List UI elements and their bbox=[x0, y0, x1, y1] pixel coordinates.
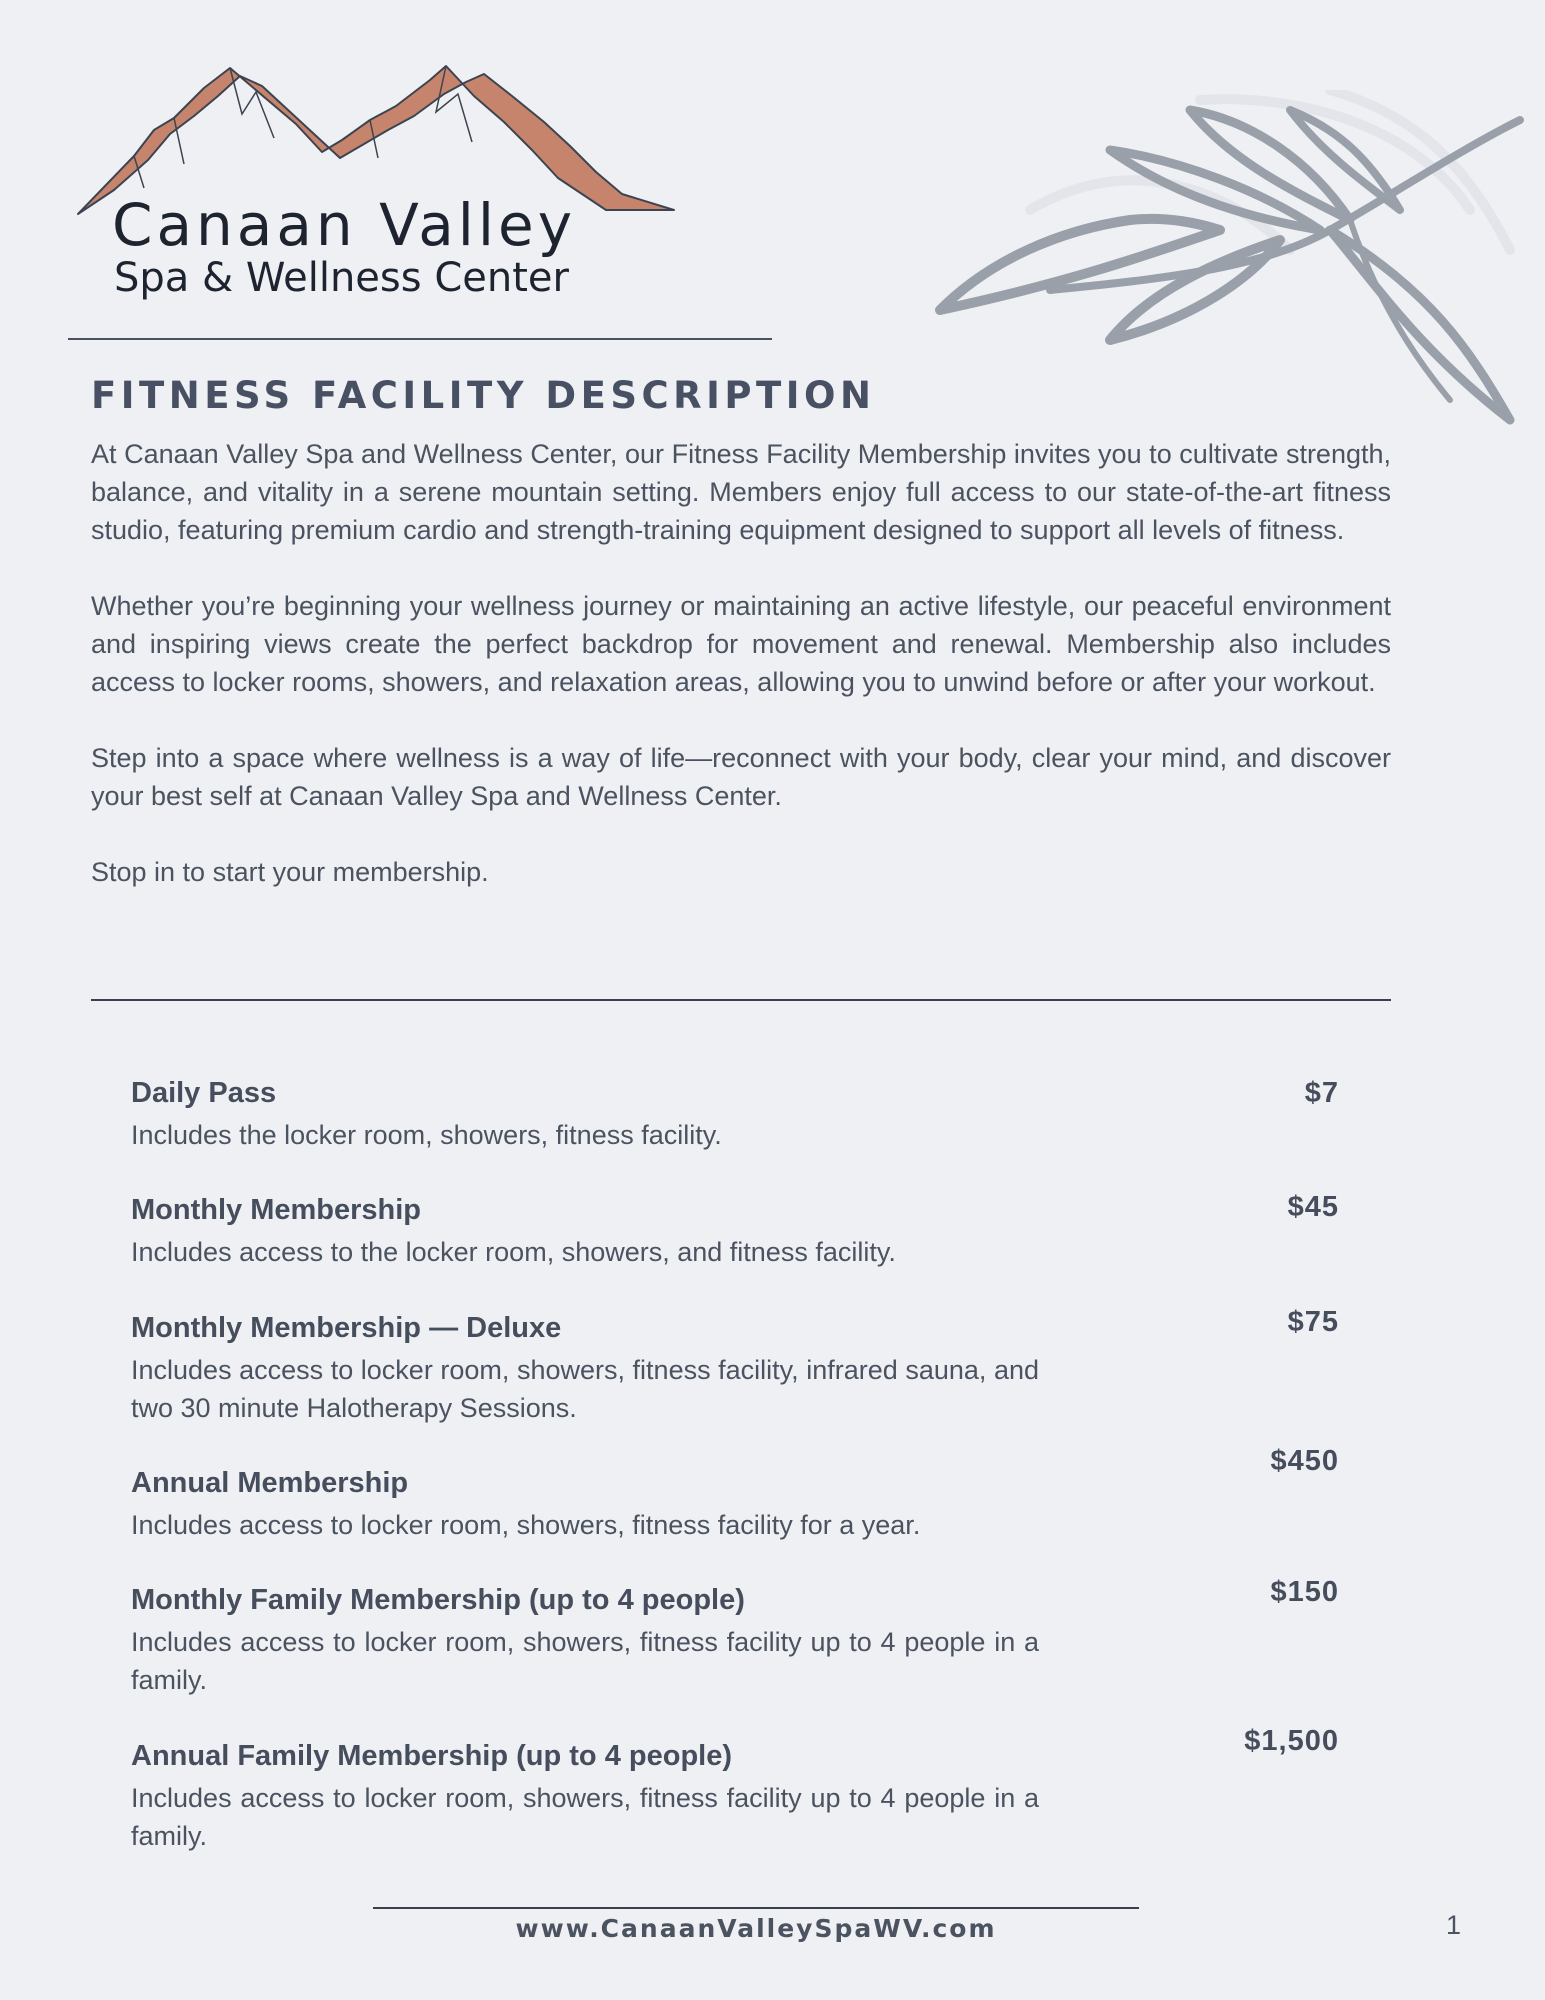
plan-monthly-family bbox=[131, 1576, 1339, 1699]
header-divider bbox=[68, 338, 772, 340]
intro-paragraph: Step into a space where wellness is a way of life—reconnect with your body, clear your mind, and discover your best self at Canaan Valley Spa and Wellness Center. bbox=[91, 743, 1391, 811]
intro-paragraph: Whether you’re beginning your wellness journey or maintaining an active lifestyle, our peaceful environment and inspiring views create the perfect backdrop for movement and renewal. Membership also includes access to locker rooms, showers, and relaxation areas, allowing you to unwind before or after your workout. bbox=[91, 591, 1391, 697]
plan-price: $45 bbox=[1287, 1191, 1339, 1223]
plan-price: $150 bbox=[1270, 1576, 1339, 1608]
website-link[interactable]: www.CanaanValleySpaWV.com bbox=[515, 1914, 997, 1943]
intro-paragraph: At Canaan Valley Spa and Wellness Center, our Fitness Facility Membership invites you to cultivate strength, balance, and vitality in a serene mountain setting. Members enjoy full access to our state-of-the-art fitness studio, featuring premium cardio and strength-training equipment designed to support all levels of fitness. bbox=[91, 439, 1391, 545]
plan-monthly-deluxe bbox=[131, 1306, 1339, 1427]
plan-monthly-membership bbox=[131, 1191, 1339, 1271]
plan-description: Includes the locker room, showers, fitness facility. bbox=[131, 1120, 722, 1150]
plan-name: Annual Membership bbox=[131, 1467, 409, 1499]
plan-name: Monthly Membership — Deluxe bbox=[131, 1312, 562, 1344]
plan-annual-membership bbox=[131, 1445, 1339, 1544]
plan-description: Includes access to locker room, showers, fitness facility, infrared sauna, and two 30 minute Halotherapy Sessions. bbox=[131, 1355, 1039, 1423]
page-number: 1 bbox=[1446, 1910, 1462, 1940]
plan-price: $7 bbox=[1304, 1077, 1339, 1109]
footer-divider bbox=[373, 1907, 1139, 1909]
intro-text bbox=[91, 435, 1391, 929]
plan-daily-pass bbox=[131, 1074, 1339, 1154]
plan-price: $1,500 bbox=[1244, 1725, 1339, 1757]
plan-price: $450 bbox=[1270, 1445, 1339, 1477]
plan-name: Daily Pass bbox=[131, 1077, 277, 1109]
plan-price: $75 bbox=[1287, 1306, 1339, 1338]
brand-name: Canaan Valley bbox=[112, 191, 577, 259]
leaf-branch-icon bbox=[930, 90, 1530, 430]
section-title: FITNESS FACILITY DESCRIPTION bbox=[91, 374, 876, 417]
plan-name: Monthly Family Membership (up to 4 people) bbox=[131, 1584, 745, 1616]
brand-tagline: Spa & Wellness Center bbox=[114, 255, 569, 301]
plan-description: Includes access to locker room, showers, fitness facility up to 4 people in a family. bbox=[131, 1627, 1039, 1695]
plan-name: Monthly Membership bbox=[131, 1194, 422, 1226]
plan-annual-family bbox=[131, 1725, 1339, 1855]
plan-description: Includes access to locker room, showers, fitness facility up to 4 people in a family. bbox=[131, 1783, 1039, 1851]
plan-description: Includes access to locker room, showers, fitness facility for a year. bbox=[131, 1510, 921, 1540]
plan-description: Includes access to the locker room, showers, and fitness facility. bbox=[131, 1237, 896, 1267]
intro-call-to-action: Stop in to start your membership. bbox=[91, 857, 489, 887]
plan-name: Annual Family Membership (up to 4 people) bbox=[131, 1740, 732, 1772]
section-divider bbox=[91, 999, 1391, 1001]
